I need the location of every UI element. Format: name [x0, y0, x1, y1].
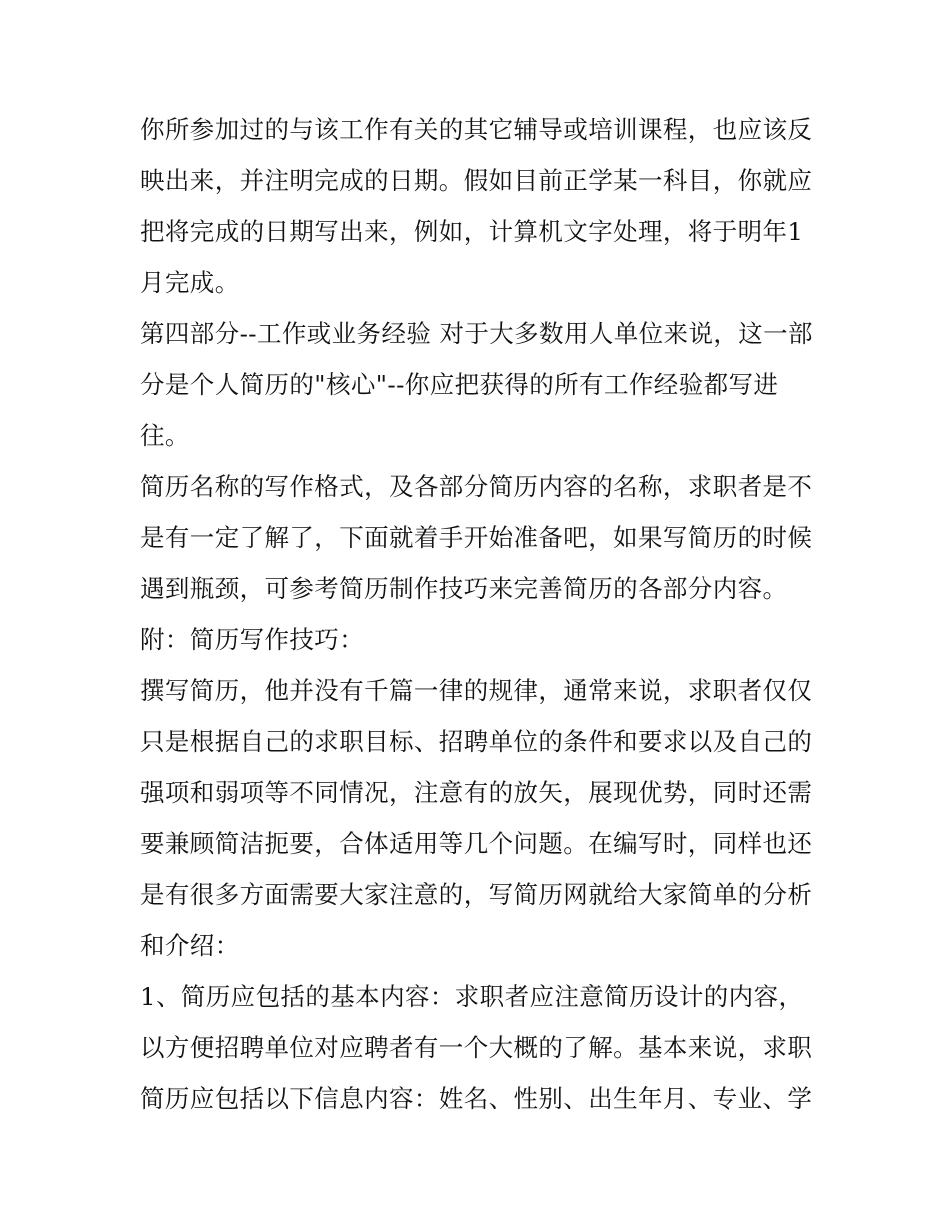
- text-line: 第四部分--工作或业务经验 对于大多数用人单位来说，这一部: [140, 319, 813, 348]
- text-line: 强项和弱项等不同情况，注意有的放矢，展现优势，同时还需: [140, 778, 813, 807]
- text-line: 要兼顾简洁扼要，合体适用等几个问题。在编写时，同样也还: [140, 829, 813, 858]
- document-body: [140, 104, 820, 1124]
- text-line: 附：简历写作技巧：: [140, 625, 365, 654]
- text-line: 以方便招聘单位对应聘者有一个大概的了解。基本来说，求职: [140, 1033, 813, 1062]
- text-line: 只是根据自己的求职目标、招聘单位的条件和要求以及自己的: [140, 727, 813, 756]
- text-line: 分是个人简历的"核心"--你应把获得的所有工作经验都写进: [140, 370, 779, 399]
- text-line: 把将完成的日期写出来，例如，计算机文字处理，将于明年1: [140, 217, 804, 246]
- text-line: 是有一定了解了，下面就着手开始准备吧，如果写简历的时候: [140, 523, 813, 552]
- text-line: 1、简历应包括的基本内容：求职者应注意简历设计的内容，: [140, 982, 804, 1011]
- text-line: 月完成。: [140, 268, 240, 297]
- text-line: 简历应包括以下信息内容：姓名、性别、出生年月、专业、学: [140, 1084, 813, 1113]
- text-line: 往。: [140, 421, 190, 450]
- text-line: 遇到瓶颈，可参考简历制作技巧来完善简历的各部分内容。: [140, 574, 788, 603]
- text-line: 简历名称的写作格式，及各部分简历内容的名称，求职者是不: [140, 472, 813, 501]
- text-line: 和介绍：: [140, 931, 240, 960]
- text-line: 你所参加过的与该工作有关的其它辅导或培训课程，也应该反: [140, 115, 813, 144]
- text-line: 映出来，并注明完成的日期。假如目前正学某一科目，你就应: [140, 166, 813, 195]
- text-line: 是有很多方面需要大家注意的，写简历网就给大家简单的分析: [140, 880, 813, 909]
- text-line: 撰写简历，他并没有千篇一律的规律，通常来说，求职者仅仅: [140, 676, 813, 705]
